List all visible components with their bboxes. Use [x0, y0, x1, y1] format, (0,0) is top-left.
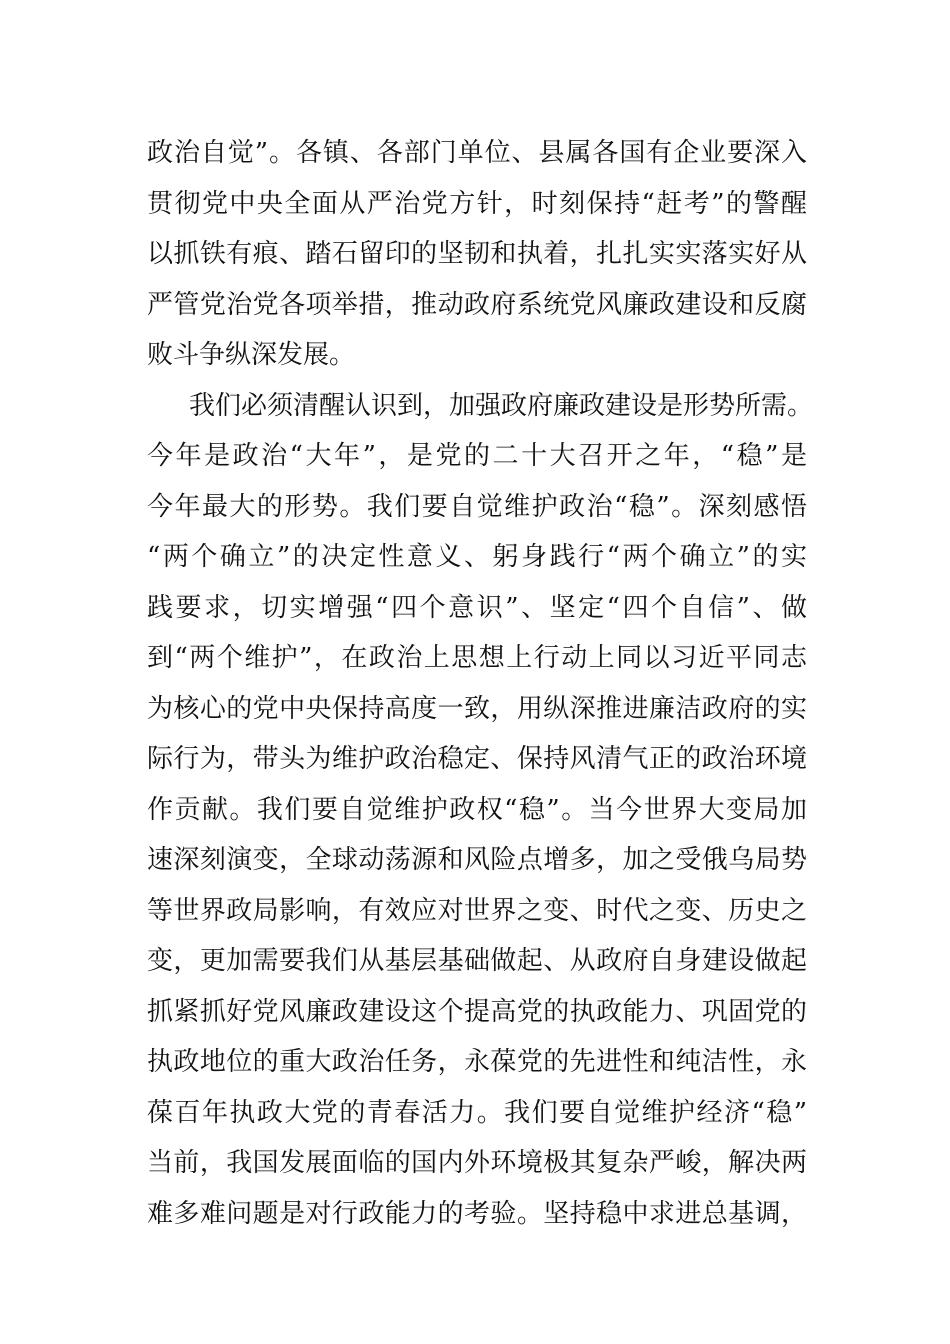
- text-line: 速深刻演变，全球动荡源和风险点增多，加之受俄乌局势: [147, 845, 807, 875]
- text-line: 今年最大的形势。我们要自觉维护政治“稳”。深刻感悟: [147, 491, 807, 522]
- text-line: 作贡献。我们要自觉维护政权“稳”。当今世界大变局加: [147, 794, 807, 825]
- text-line: 当前，我国发展面临的国内外环境极其复杂严峻，解决两: [147, 1148, 807, 1178]
- text-line: 我们必须清醒认识到，加强政府廉政建设是形势所需。: [189, 390, 814, 421]
- text-line: 败斗争纵深发展。: [147, 340, 356, 370]
- text-line: 抓紧抓好党风廉政建设这个提高党的执政能力、巩固党的: [147, 996, 807, 1027]
- text-line: 为核心的党中央保持高度一致，用纵深推进廉洁政府的实: [147, 693, 807, 724]
- text-line: “两个确立”的决定性意义、躬身践行“两个确立”的实: [147, 542, 807, 572]
- text-line: 严管党治党各项举措，推动政府系统党风廉政建设和反腐: [147, 289, 807, 320]
- text-line: 际行为，带头为维护政治稳定、保持风清气正的政治环境: [147, 744, 807, 774]
- text-line: 执政地位的重大政治任务，永葆党的先进性和纯洁性，永: [147, 1047, 807, 1077]
- document-body: [147, 128, 814, 1239]
- paragraph: [147, 381, 814, 1240]
- text-line: 难多难问题是对行政能力的考验。坚持稳中求进总基调，: [147, 1198, 807, 1229]
- text-line: 等世界政局影响，有效应对世界之变、时代之变、历史之: [147, 895, 807, 926]
- paragraph: [147, 128, 807, 381]
- text-line: 践要求，切实增强“四个意识”、坚定“四个自信”、做: [147, 592, 807, 623]
- text-line: 变，更加需要我们从基层基础做起、从政府自身建设做起: [147, 946, 807, 976]
- text-line: 今年是政治“大年”，是党的二十大召开之年，“稳”是: [147, 441, 807, 471]
- text-line: 贯彻党中央全面从严治党方针，时刻保持“赶考”的警醒: [147, 188, 807, 219]
- text-line: 政治自觉”。各镇、各部门单位、县属各国有企业要深入: [147, 138, 807, 168]
- text-line: 到“两个维护”，在政治上思想上行动上同以习近平同志: [147, 643, 807, 673]
- text-line: 葆百年执政大党的青春活力。我们要自觉维护经济“稳”: [147, 1097, 807, 1128]
- text-line: 以抓铁有痕、踏石留印的坚韧和执着，扎扎实实落实好从: [147, 239, 807, 269]
